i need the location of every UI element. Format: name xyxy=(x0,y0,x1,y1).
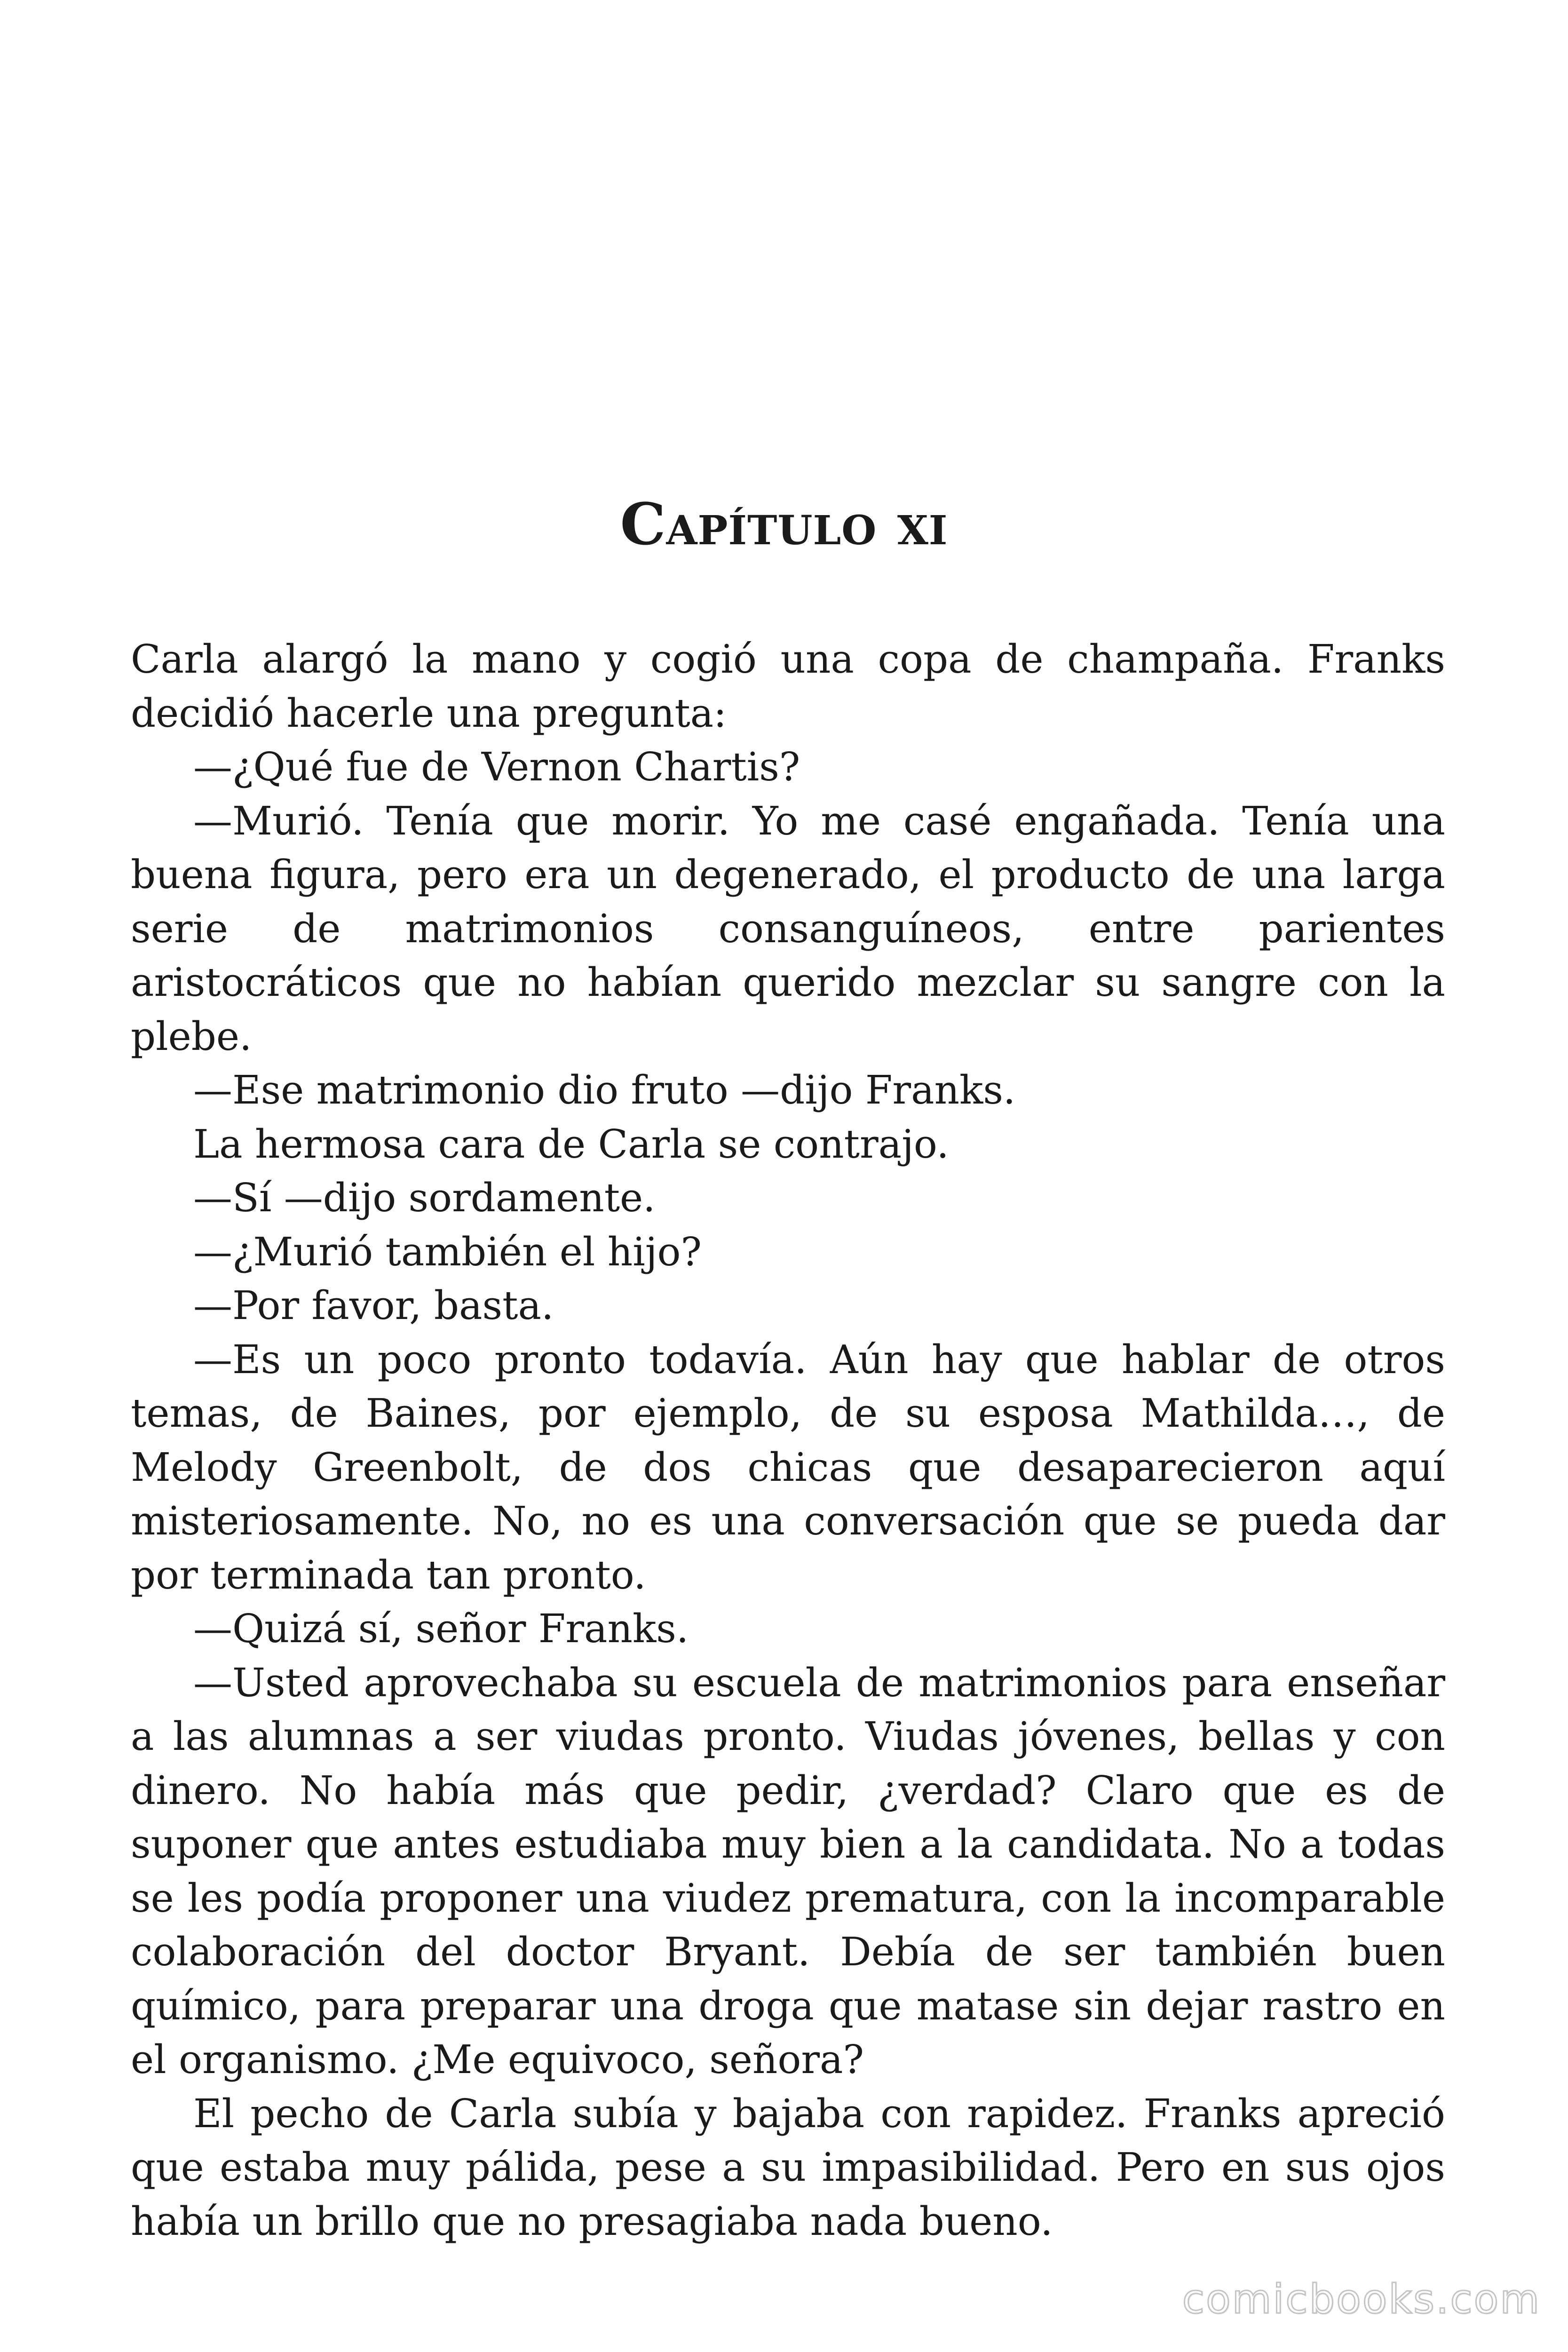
paragraph: —Quizá sí, señor Franks. xyxy=(193,1606,689,1652)
paragraph: —¿Qué fue de Vernon Chartis? xyxy=(193,744,800,790)
chapter-title: Capítulo xi xyxy=(620,490,948,558)
paragraph: —Murió. Tenía que morir. Yo me casé engañada. Tenía una buena figura, pero era un degenerado, el producto de una larga serie de matrimonios consanguíneos, entre parientes aristocráticos que no habían querido mezclar su sangre con la plebe. xyxy=(131,798,1445,1059)
chapter-body xyxy=(131,633,1445,2249)
paragraph: —Por favor, basta. xyxy=(193,1283,554,1328)
paragraph: —Ese matrimonio dio fruto —dijo Franks. xyxy=(193,1067,1016,1113)
paragraph: Carla alargó la mano y cogió una copa de champaña. Franks decidió hacerle una pregunta: xyxy=(131,636,1445,736)
paragraph: —Es un poco pronto todavía. Aún hay que hablar de otros temas, de Baines, por ejemplo, de su esposa Mathilda…, de Melody Greenbolt, de dos chicas que desaparecieron aquí misteriosamente. No, no es una conversación que se pueda dar por terminada tan pronto. xyxy=(131,1336,1445,1598)
paragraph: —¿Murió también el hijo? xyxy=(193,1229,702,1275)
paragraph: El pecho de Carla subía y bajaba con rapidez. Franks apreció que estaba muy pálida, pese a su impasibilidad. Pero en sus ojos había un brillo que no presagiaba nada bueno. xyxy=(131,2090,1445,2244)
paragraph: —Usted aprovechaba su escuela de matrimonios para enseñar a las alumnas a ser viudas pronto. Viudas jóvenes, bellas y con dinero. No había más que pedir, ¿verdad? Claro que es de suponer que antes estudiaba muy bien a la candidata. No a todas se les podía proponer una viudez prematura, con la incomparable colaboración del doctor Bryant. Debía de ser también buen químico, para preparar una droga que matase sin dejar rastro en el organismo. ¿Me equivoco, señora? xyxy=(131,1660,1445,2082)
watermark: comicbooks.com xyxy=(1182,2276,1541,2323)
paragraph: —Sí —dijo sordamente. xyxy=(193,1175,656,1221)
paragraph: La hermosa cara de Carla se contrajo. xyxy=(193,1121,949,1167)
